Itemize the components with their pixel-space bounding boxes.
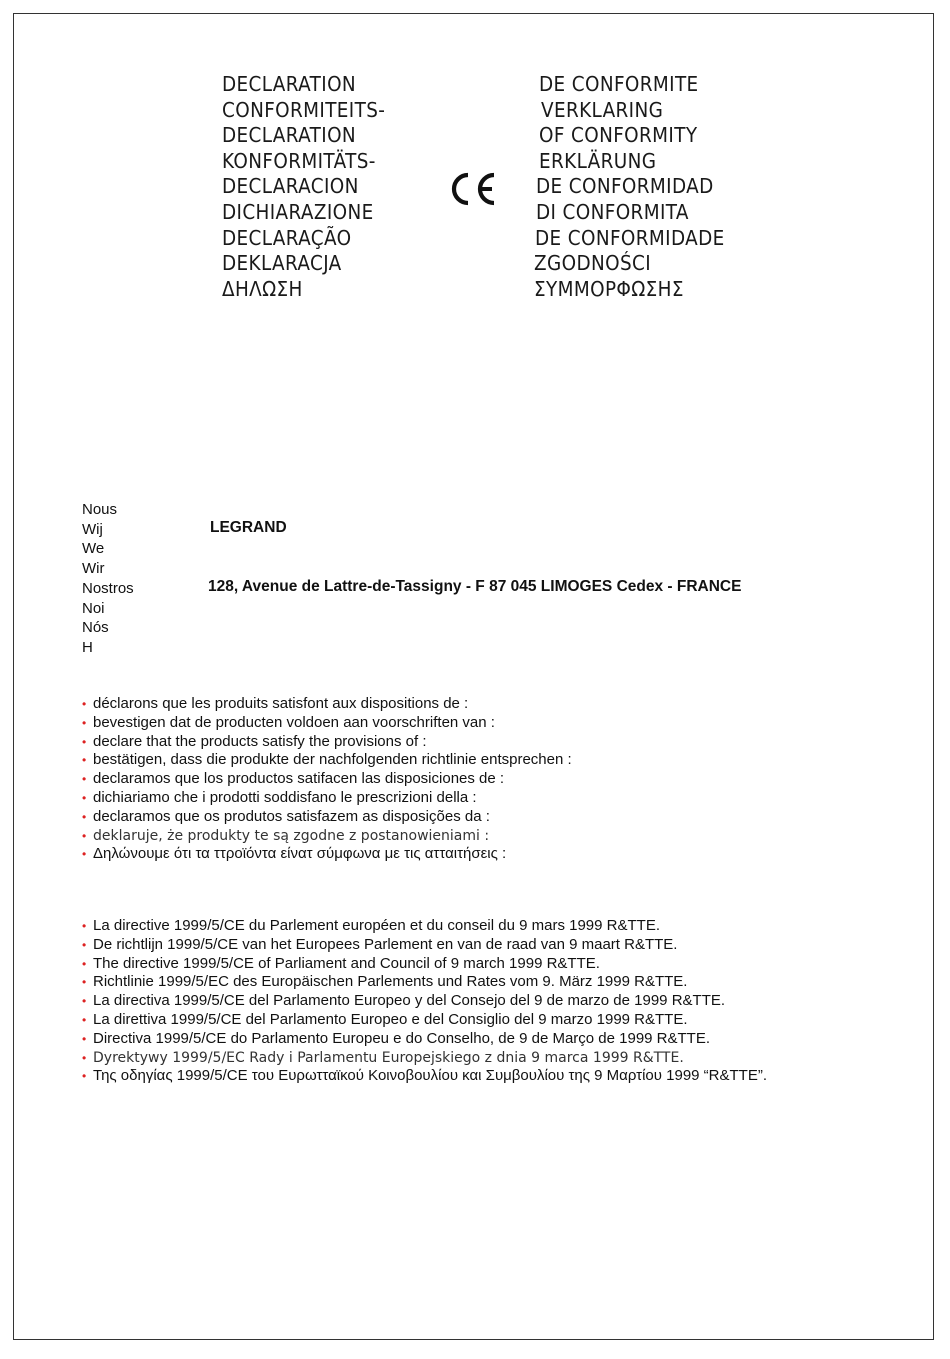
list-item <box>82 1049 767 1068</box>
pronoun: H <box>82 638 93 656</box>
declaration-text: declare that the products satisfy the provisions of : <box>93 732 427 750</box>
declaration-text: declaramos que os produtos satisfazem as disposições da : <box>93 807 490 825</box>
list-item <box>82 733 572 752</box>
title-row <box>222 72 782 98</box>
list-item <box>82 1067 767 1086</box>
pronoun-list <box>82 500 134 658</box>
list-item <box>82 770 572 789</box>
bullet-icon: • <box>82 790 87 805</box>
directive-text: Της οδηγίας 1999/5/CE του Ευρωτταϊκού Κοινοβουλίου και Συμβουλίου της 9 Μαρτίου 1999 “R&TTE”. <box>93 1067 768 1085</box>
title-right: ZGODNOŚCI <box>534 251 652 276</box>
pronoun: Wir <box>82 560 105 578</box>
title-right: DI CONFORMITA <box>536 199 689 224</box>
title-right: DE CONFORMITE <box>539 72 699 96</box>
title-right: ΣΥΜΜΟΡΦΩΣΗΣ <box>534 276 684 301</box>
bullet-icon: • <box>82 772 87 787</box>
list-item <box>82 845 572 864</box>
title-row <box>222 123 782 149</box>
list-item <box>82 695 572 714</box>
company-name: LEGRAND <box>210 519 287 536</box>
title-left: DECLARATION <box>222 123 357 148</box>
title-row <box>222 149 782 175</box>
bullet-icon: • <box>82 975 87 990</box>
declaration-text: declaramos que los productos satifacen las disposiciones de : <box>93 770 505 788</box>
title-row <box>222 226 782 252</box>
declaration-title <box>222 72 782 302</box>
pronoun: Wij <box>82 520 103 538</box>
title-left: DICHIARAZIONE <box>222 199 374 224</box>
bullet-icon: • <box>82 734 87 749</box>
directive-text: The directive 1999/5/CE of Parliament and Council of 9 march 1999 R&TTE. <box>93 954 600 972</box>
title-right: DE CONFORMIDAD <box>536 174 714 199</box>
bullet-icon: • <box>82 994 87 1009</box>
pronoun: Noi <box>82 599 105 617</box>
bullet-icon: • <box>82 828 87 843</box>
directive-text: La directive 1999/5/CE du Parlement européen et du conseil du 9 mars 1999 R&TTE. <box>93 917 660 934</box>
bullet-icon: • <box>82 753 87 768</box>
bullet-icon: • <box>82 1031 87 1046</box>
company-address: 128, Avenue de Lattre-de-Tassigny - F 87 045 LIMOGES Cedex - FRANCE <box>208 578 742 595</box>
bullet-icon: • <box>82 919 87 933</box>
title-left: KONFORMITÄTS- <box>222 148 376 173</box>
title-left: DECLARAÇÃO <box>222 225 352 250</box>
bullet-icon: • <box>82 809 87 824</box>
list-item <box>82 1030 767 1049</box>
list-item <box>82 936 767 955</box>
directive-text: Dyrektywy 1999/5/EC Rady i Parlamentu Europejskiego z dnia 9 marca 1999 R&TTE. <box>93 1049 684 1066</box>
pronoun: Nostros <box>82 579 134 597</box>
directive-text: De richtlijn 1999/5/CE van het Europees Parlement en van de raad van 9 maart R&TTE. <box>93 935 678 953</box>
declaration-text: dichiariamo che i prodotti soddisfano le prescrizioni della : <box>93 788 477 806</box>
title-row <box>222 98 782 124</box>
list-item <box>82 751 572 770</box>
bullet-icon: • <box>82 1012 87 1027</box>
declaration-text: Δηλώνουμε ότι τα ττροϊόντα είνατ σύμφωνα με τις ατταιτήσεις : <box>93 845 507 863</box>
list-item <box>82 789 572 808</box>
declaration-text: deklaruje, że produkty te są zgodne z postanowieniami : <box>93 827 490 844</box>
title-row <box>222 174 782 200</box>
title-right: VERKLARING <box>541 97 664 122</box>
list-item <box>82 973 767 992</box>
bullet-icon: • <box>82 697 87 711</box>
bullet-icon: • <box>82 1050 87 1065</box>
bullet-icon: • <box>82 847 87 862</box>
list-item <box>82 992 767 1011</box>
list-item <box>82 955 767 974</box>
bullet-icon: • <box>82 956 87 971</box>
declaration-text: bevestigen dat de producten voldoen aan voorschriften van : <box>93 713 495 731</box>
list-item <box>82 1011 767 1030</box>
directive-text: La directiva 1999/5/CE del Parlamento Europeo y del Consejo del 9 de marzo de 1999 R&TTE. <box>93 992 726 1010</box>
title-row <box>222 200 782 226</box>
title-right: OF CONFORMITY <box>539 123 698 148</box>
title-left: CONFORMITEITS- <box>222 97 386 122</box>
list-item <box>82 808 572 827</box>
title-right: ERKLÄRUNG <box>539 148 657 173</box>
title-left: DECLARACION <box>222 174 359 199</box>
pronoun: Nous <box>82 501 118 518</box>
list-item <box>82 917 767 936</box>
declaration-list <box>82 695 572 864</box>
pronoun: We <box>82 540 105 558</box>
directive-text: Directiva 1999/5/CE do Parlamento Europeu e do Conselho, de 9 de Março de 1999 R&TTE. <box>93 1029 711 1047</box>
declaration-text: bestätigen, dass die produkte der nachfolgenden richtlinie entsprechen : <box>93 751 572 769</box>
title-left: DEKLARACJA <box>222 251 342 276</box>
title-row <box>222 251 782 277</box>
title-left: DECLARATION <box>222 72 357 96</box>
directive-text: La direttiva 1999/5/CE del Parlamento Europeo e del Consiglio del 9 marzo 1999 R&TTE. <box>93 1010 688 1028</box>
ce-mark-logo <box>446 171 498 207</box>
list-item <box>82 827 572 846</box>
title-row <box>222 277 782 303</box>
list-item <box>82 714 572 733</box>
directive-text: Richtlinie 1999/5/EC des Europäischen Parlements und Rates vom 9. März 1999 R&TTE. <box>93 973 688 991</box>
directive-list <box>82 917 767 1086</box>
title-left: ΔΗΛΩΣΗ <box>222 276 303 301</box>
bullet-icon: • <box>82 937 87 952</box>
pronoun: Nós <box>82 619 109 637</box>
declaration-text: déclarons que les produits satisfont aux dispositions de : <box>93 695 469 712</box>
bullet-icon: • <box>82 715 87 730</box>
title-right: DE CONFORMIDADE <box>535 225 725 250</box>
bullet-icon: • <box>82 1069 87 1084</box>
